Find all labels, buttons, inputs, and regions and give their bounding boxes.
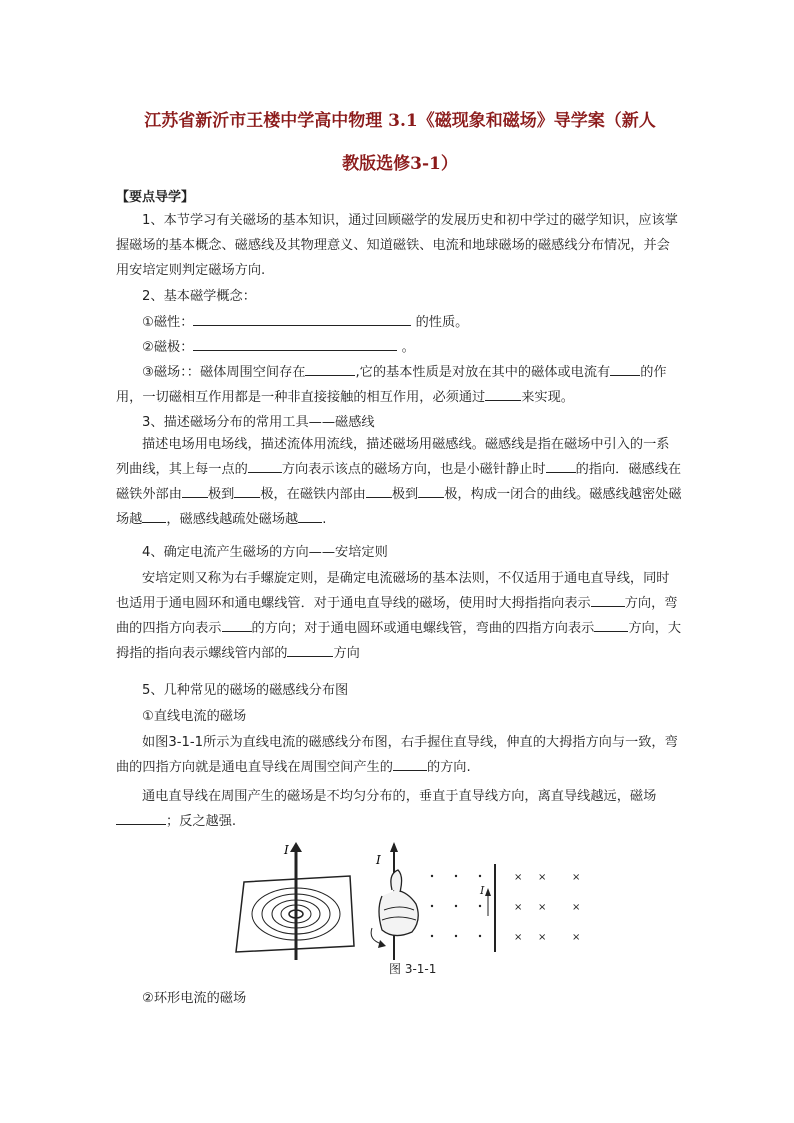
cross-mark: × xyxy=(538,872,547,883)
blank xyxy=(591,592,625,607)
figure-caption: 图 3-1-1 xyxy=(389,962,437,976)
paragraph-straight-current-heading: ①直线电流的磁场 xyxy=(142,709,247,724)
current-label-3: I xyxy=(480,884,485,897)
pole-suffix: 。 xyxy=(401,340,415,355)
blank xyxy=(193,336,397,351)
field-text-a: ③磁场：：磁体周围空间存在 xyxy=(142,365,306,380)
field-text-c: 的作用，一切磁相互作用都是一种非直接接触的相互作用，必须通过 xyxy=(116,365,667,405)
ampere-text-d: 方向，大拇指的指向表示螺线管内部的 xyxy=(116,621,682,661)
ampere-text-b: 方向，弯曲的四指方向表示 xyxy=(116,596,678,636)
cross-mark: × xyxy=(538,932,547,943)
blank xyxy=(248,458,282,473)
wire-plane-diagram xyxy=(236,842,354,960)
paragraph-ring-current-heading: ②环形电流的磁场 xyxy=(142,991,247,1006)
blank xyxy=(485,386,521,401)
lines-text-f: 极到 xyxy=(391,487,419,502)
paragraph-field-lines xyxy=(116,432,682,532)
paragraph-straight-current xyxy=(116,730,682,780)
field-text-d: 来实现。 xyxy=(521,390,574,405)
ampere-text-e: 方向 xyxy=(333,646,360,661)
paragraph-nonuniform-field xyxy=(116,784,682,834)
figure-3-1-1 xyxy=(232,840,594,965)
blank xyxy=(418,483,444,498)
cross-mark: × xyxy=(514,872,523,883)
blank xyxy=(594,617,628,632)
nonuniform-text-a: 通电直导线在周围产生的磁场是不均匀分布的，垂直于直导线方向，离直导线越远，磁场 xyxy=(142,789,657,804)
cross-mark: × xyxy=(538,902,547,913)
cross-mark: × xyxy=(572,902,581,913)
lines-text-b: 方向表示该点的磁场方向，也是小磁针静止时 xyxy=(281,462,546,477)
lines-text-a: 描述电场用电场线，描述流体用流线，描述磁场用磁感线。磁感线是指在磁场中引入的一系列曲线，其上每一点的 xyxy=(116,437,670,477)
paragraph-magnetic-pole xyxy=(116,335,682,360)
blank xyxy=(234,483,260,498)
cross-mark: × xyxy=(514,902,523,913)
cross-mark: × xyxy=(572,932,581,943)
blank xyxy=(287,642,333,657)
blank xyxy=(116,810,166,825)
blank xyxy=(366,483,392,498)
paragraph-2: 2、基本磁学概念： xyxy=(142,289,256,304)
right-hand-diagram xyxy=(371,842,418,960)
ampere-text-a: 安培定则又称为右手螺旋定则，是确定电流磁场的基本法则，不仅适用于通电直导线，同时也适用于通电圆环和通电螺线管．对于通电直导线的磁场，使用时大拇指指向表示 xyxy=(116,571,670,611)
paragraph-magnetic-field xyxy=(116,360,682,410)
document-title-line-2: 教版选修3-1） xyxy=(342,154,458,174)
nonuniform-text-b: ；反之越强. xyxy=(166,814,237,829)
straight-text-a: 如图3-1-1所示为直线电流的磁感线分布图，右手握住直导线，伸直的大拇指方向与一致，弯曲的四指方向就是通电直导线在周围空间产生的 xyxy=(116,735,678,775)
paragraph-magnetism xyxy=(116,310,682,335)
paragraph-4-heading: 4、确定电流产生磁场的方向——安培定则 xyxy=(142,545,388,560)
field-text-b: ,它的基本性质是对放在其中的磁体或电流有 xyxy=(355,365,611,380)
paragraph-1: 1、本节学习有关磁场的基本知识，通过回顾磁学的发展历史和初中学过的磁学知识，应该掌握磁场的基本概念、磁感线及其物理意义、知道磁铁、电流和地球磁场的磁感线分布情况，并会用安培定则判定磁场方向. xyxy=(116,213,678,278)
straight-text-b: 的方向. xyxy=(426,760,471,775)
blank xyxy=(182,483,208,498)
magnetism-suffix: 的性质。 xyxy=(415,315,469,330)
pole-label: ②磁极： xyxy=(142,340,194,355)
blank xyxy=(222,617,252,632)
lines-text-h: ，磁感线越疏处磁场越 xyxy=(166,512,299,527)
cross-mark: × xyxy=(514,932,523,943)
blank xyxy=(142,508,166,523)
ampere-text-c: 的方向；对于通电圆环或通电螺线管，弯曲的四指方向表示 xyxy=(251,621,595,636)
dots-crosses-diagram xyxy=(431,864,581,952)
paragraph-3-heading: 3、描述磁场分布的常用工具——磁感线 xyxy=(142,415,375,430)
paragraph-ampere-rule xyxy=(116,566,682,666)
blank xyxy=(393,756,427,771)
blank xyxy=(298,508,322,523)
section-heading: 【要点导学】 xyxy=(116,190,195,205)
lines-text-g: 极，构成一闭合的曲线。磁感线越密处磁场越 xyxy=(116,487,682,527)
current-label-2: I xyxy=(376,853,381,867)
lines-text-d: 极到 xyxy=(207,487,235,502)
blank xyxy=(546,458,576,473)
current-label-1: I xyxy=(284,843,289,857)
cross-mark: × xyxy=(572,872,581,883)
lines-text-c: 的指向．磁感线在磁铁外部由 xyxy=(116,462,682,502)
lines-text-e: 极，在磁铁内部由 xyxy=(260,487,366,502)
document-title-line-1: 江苏省新沂市王楼中学高中物理 3.1《磁现象和磁场》导学案（新人 xyxy=(144,111,656,131)
blank xyxy=(193,311,411,326)
lines-text-i: . xyxy=(322,512,327,527)
paragraph-5-heading: 5、几种常见的磁场的磁感线分布图 xyxy=(142,683,349,698)
magnetism-label: ①磁性： xyxy=(142,315,194,330)
blank xyxy=(305,361,355,376)
blank xyxy=(610,361,640,376)
